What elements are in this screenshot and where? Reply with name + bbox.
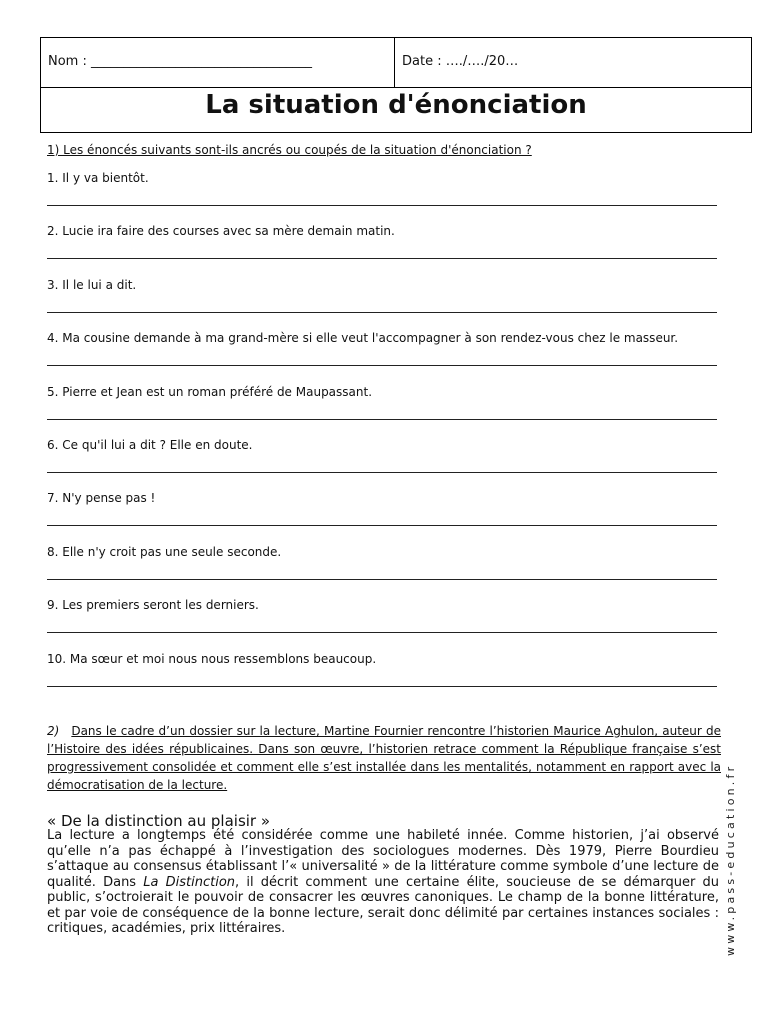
answer-line[interactable] [47,258,717,259]
list-item [47,330,717,383]
answer-line[interactable] [47,525,717,526]
answer-line[interactable] [47,686,717,687]
list-item [47,223,717,276]
quote-body [47,828,719,937]
page-title: La situation d'énonciation [205,90,587,120]
name-field[interactable]: Nom : __________________________________ [41,38,395,87]
question-text: 5. Pierre et Jean est un roman préféré de Maupassant. [47,384,373,399]
answer-line[interactable] [47,472,717,473]
list-item [47,597,717,650]
question2-intro-block [47,722,721,794]
question-list [47,170,717,704]
question-text: 7. N'y pense pas ! [47,491,156,506]
answer-line[interactable] [47,205,717,206]
list-item [47,384,717,437]
answer-line[interactable] [47,365,717,366]
question-text: 4. Ma cousine demande à ma grand-mère si elle veut l'accompagner à son rendez-vous chez le masseur. [47,331,679,346]
quote-text-part1: La lecture a longtemps été considérée comme une habileté innée. Comme historien, j’ai observé qu’elle n’a pas échappé à l’investigation des sociologues modernes. Dès 1979, Pierre Bourdieu s’attaque au consensus établissant l’« universalité » de la littérature comme symbole d’une lecture de qualité. Dans [47,828,719,890]
question-text: 3. Il le lui a dit. [47,277,137,292]
question2-intro: Dans le cadre d’un dossier sur la lecture, Martine Fournier rencontre l’historien Maurice Aghulon, auteur de l’Histoire des idées républicaines. Dans son œuvre, l’historien retrace comment la République française s’est progressivement consolidée et comment elle s’est installée dans les mentalités, notamment en rapport avec la démocratisation de la lecture. [47,724,721,792]
book-title: La Distinction [143,874,236,890]
list-item [47,490,717,543]
answer-line[interactable] [47,419,717,420]
date-field[interactable]: Date : …./…./20… [402,54,519,69]
question-text: 6. Ce qu'il lui a dit ? Elle en doute. [47,437,253,452]
list-item [47,277,717,330]
list-item [47,651,717,704]
site-watermark: www.pass-education.fr [724,763,737,956]
question-text: 8. Elle n'y croit pas une seule seconde. [47,544,282,559]
question-text: 1. Il y va bientôt. [47,171,149,185]
question1-heading: 1) Les énoncés suivants sont-ils ancrés ou coupés de la situation d'énonciation ? [47,143,532,157]
header-row [41,38,751,88]
list-item [47,544,717,597]
question-text: 10. Ma sœur et moi nous nous ressemblons beaucoup. [47,651,377,666]
question-text: 2. Lucie ira faire des courses avec sa mère demain matin. [47,224,395,239]
quote-text-part2: , il décrit comment une certaine élite, soucieuse de se démarquer du public, s’octroierait le pouvoir de consacrer les œuvres canoniques. Le champ de la bonne littérature, et par voie de conséquence de la bonne lecture, serait donc délimité par certaines instances sociales : critiques, académies, prix littéraires. [47,874,719,936]
question-text: 9. Les premiers seront les derniers. [47,598,259,613]
question2-number: 2) [47,724,60,738]
header-box [40,37,752,133]
list-item [47,437,717,490]
quote-title: « De la distinction au plaisir » [47,812,271,830]
answer-line[interactable] [47,632,717,633]
answer-line[interactable] [47,579,717,580]
list-item [47,170,717,223]
answer-line[interactable] [47,312,717,313]
